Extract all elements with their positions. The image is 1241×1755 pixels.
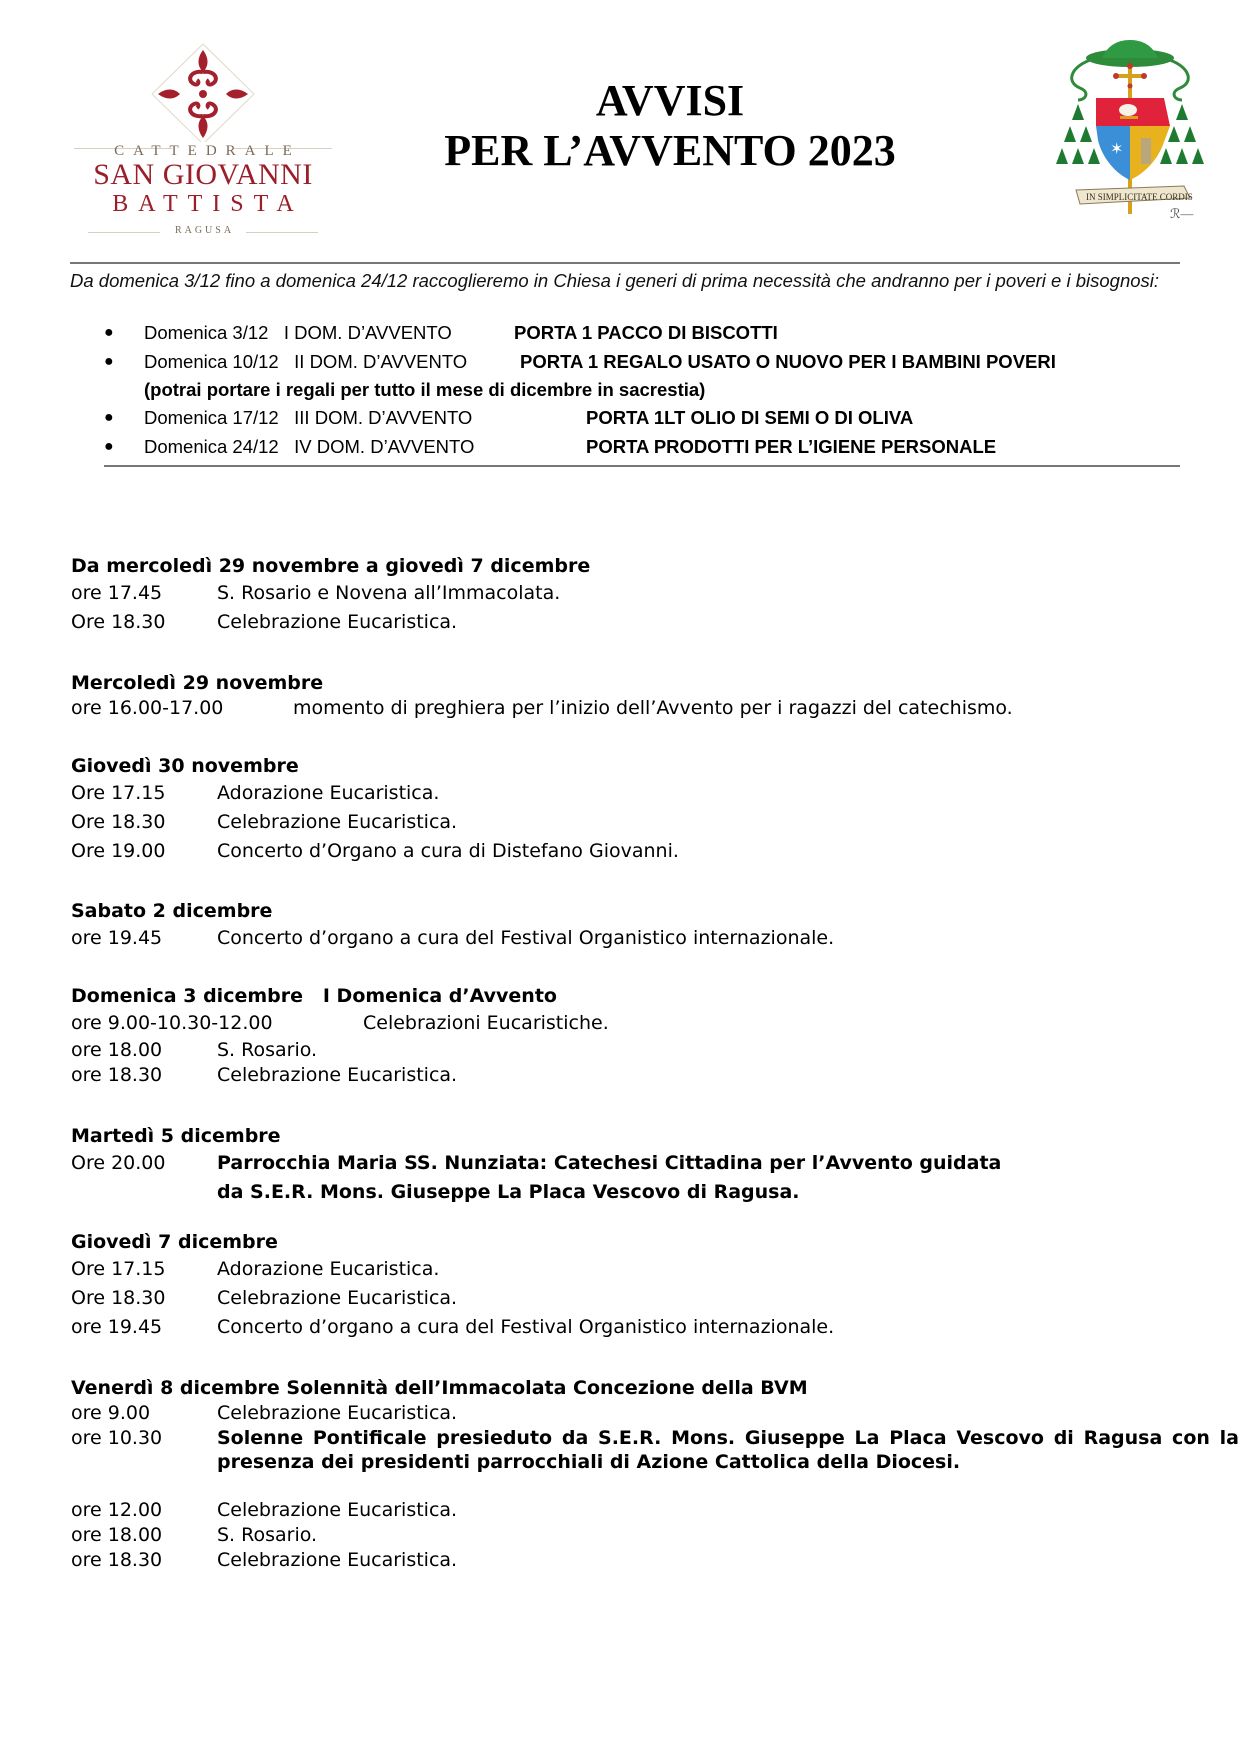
row-time: Ore 19.00 [71, 840, 166, 862]
section-subtitle: I Domenica d’Avvento [322, 985, 557, 1007]
row-desc: S. Rosario. [217, 1039, 318, 1061]
section-title: Giovedì 30 novembre [71, 755, 299, 777]
schedule-row [71, 808, 1171, 837]
row-desc: Solenne Pontificale presieduto da S.E.R. Mons. Giuseppe La Placa Vescovo di Ragusa con la presenza dei presidenti parrocchiali di Azione Cattolica della Diocesi. [217, 1427, 1239, 1473]
section-title: Da mercoledì 29 novembre a giovedì 7 dicembre [71, 555, 591, 577]
row-desc: Celebrazione Eucaristica. [217, 811, 458, 833]
logo-battista: BATTISTA [112, 191, 304, 217]
row-time: ore 18.30 [71, 1064, 163, 1086]
schedule-row [71, 1063, 1171, 1088]
fleur-cross-icon [88, 42, 318, 142]
logo-san-giovanni: SAN GIOVANNI [93, 158, 313, 191]
row-desc: S. Rosario. [217, 1524, 318, 1546]
bullet-icon: ● [104, 409, 114, 426]
section-title [71, 983, 1171, 1009]
collection-item [104, 347, 1184, 376]
row-desc: Adorazione Eucaristica. [217, 782, 440, 804]
row-desc: Celebrazioni Eucaristiche. [363, 1012, 609, 1034]
row-desc: Celebrazione Eucaristica. [217, 611, 458, 633]
row-time: ore 18.30 [71, 1549, 163, 1571]
row-desc: Celebrazione Eucaristica. [217, 1402, 458, 1424]
row-time: ore 9.00-10.30-12.00 [71, 1012, 273, 1034]
schedule-section [71, 1375, 1239, 1573]
row-desc: Concerto d’organo a cura del Festival Organistico internazionale. [217, 1316, 835, 1338]
row-time: ore 17.45 [71, 582, 163, 604]
schedule-row [71, 608, 1171, 637]
section-title: Martedì 5 dicembre [71, 1125, 281, 1147]
row-desc: Concerto d’organo a cura del Festival Organistico internazionale. [217, 927, 835, 949]
row-time: ore 18.00 [71, 1039, 163, 1061]
schedule-section [71, 898, 1171, 953]
collection-item [104, 403, 1184, 432]
row-time: ore 12.00 [71, 1499, 163, 1521]
collection-item-request: PORTA 1 PACCO DI BISCOTTI [514, 322, 778, 343]
bullet-icon: ● [104, 353, 114, 370]
box-top-rule [70, 262, 1180, 264]
row-time: Ore 20.00 [71, 1152, 166, 1174]
page-title [380, 76, 960, 176]
schedule-row [71, 1255, 1171, 1284]
row-time: ore 10.30 [71, 1427, 163, 1449]
row-desc: Celebrazione Eucaristica. [217, 1287, 458, 1309]
bullet-icon: ● [104, 324, 114, 341]
row-time: Ore 17.15 [71, 782, 166, 804]
collection-item-date: Domenica 24/12 IV DOM. D’AVVENTO [144, 436, 475, 457]
schedule-row [71, 1284, 1171, 1313]
section-title: Sabato 2 dicembre [71, 900, 273, 922]
schedule-row [71, 1149, 1171, 1178]
collection-item-date: Domenica 3/12 I DOM. D’AVVENTO [144, 322, 452, 343]
schedule-row [71, 579, 1171, 608]
row-time: ore 16.00-17.00 [71, 697, 224, 719]
schedule-section [71, 553, 1171, 637]
row-desc: momento di preghiera per l’inizio dell’Avvento per i ragazzi del catechismo. [293, 697, 1013, 719]
schedule-section [71, 670, 1171, 721]
schedule-section [71, 753, 1171, 866]
row-time: Ore 18.30 [71, 611, 166, 633]
section-title: Giovedì 7 dicembre [71, 1231, 278, 1253]
row-desc: Celebrazione Eucaristica. [217, 1549, 458, 1571]
row-desc-continued: da S.E.R. Mons. Giuseppe La Placa Vescovo di Ragusa. [217, 1181, 800, 1203]
section-title-date: Domenica 3 dicembre [71, 985, 303, 1007]
schedule-row [71, 1401, 1171, 1426]
schedule-row [71, 1523, 1171, 1548]
cathedral-logo [88, 42, 318, 236]
row-time: Ore 18.30 [71, 811, 166, 833]
collection-item-note: (potrai portare i regali per tutto il mese di dicembre in sacrestia) [144, 379, 706, 400]
coat-of-arms-icon [1040, 30, 1220, 230]
schedule-row [71, 696, 1171, 721]
bishop-coat-of-arms [1040, 30, 1220, 230]
schedule-section [71, 1229, 1171, 1342]
schedule-row [71, 837, 1171, 866]
box-bottom-rule [104, 465, 1180, 467]
collection-item [104, 432, 1184, 461]
row-time: ore 19.45 [71, 927, 163, 949]
schedule-section [71, 1123, 1171, 1207]
row-desc: Parrocchia Maria SS. Nunziata: Catechesi Cittadina per l’Avvento guidata [217, 1152, 1002, 1174]
row-desc: Celebrazione Eucaristica. [217, 1064, 458, 1086]
schedule-section [71, 983, 1171, 1088]
section-title: Mercoledì 29 novembre [71, 672, 324, 694]
logo-cattedrale: CATTEDRALE [114, 143, 301, 159]
row-desc: S. Rosario e Novena all’Immacolata. [217, 582, 561, 604]
row-time: Ore 17.15 [71, 1258, 166, 1280]
row-time: ore 18.00 [71, 1524, 163, 1546]
row-time: ore 19.45 [71, 1316, 163, 1338]
signature-mark: ℛ— [1170, 206, 1194, 221]
schedule-row [71, 1038, 1171, 1063]
collection-item-request: PORTA PRODOTTI PER L’IGIENE PERSONALE [586, 436, 997, 457]
schedule-row [71, 779, 1171, 808]
schedule-row [71, 1313, 1171, 1342]
row-time: ore 9.00 [71, 1402, 151, 1424]
svg-text:✶: ✶ [1110, 139, 1124, 158]
collection-item-request: PORTA 1LT OLIO DI SEMI O DI OLIVA [586, 407, 914, 428]
schedule-row [71, 1009, 1171, 1038]
schedule-row [71, 924, 1171, 953]
title-line-1: AVVISI [595, 76, 745, 125]
section-title: Venerdì 8 dicembre Solennità dell’Immacolata Concezione della BVM [71, 1377, 808, 1399]
collection-intro: Da domenica 3/12 fino a domenica 24/12 raccoglieremo in Chiesa i generi di prima necessità che andranno per i poveri e i bisognosi: [70, 270, 1160, 291]
coat-of-arms-motto: IN SIMPLICITATE CORDIS [1086, 192, 1193, 202]
schedule-row [71, 1426, 1239, 1498]
row-desc: Celebrazione Eucaristica. [217, 1499, 458, 1521]
collection-item-date: Domenica 10/12 II DOM. D’AVVENTO [144, 351, 468, 372]
collection-item [104, 318, 1184, 347]
row-desc: Concerto d’Organo a cura di Distefano Giovanni. [217, 840, 679, 862]
collection-item-date: Domenica 17/12 III DOM. D’AVVENTO [144, 407, 473, 428]
collection-item-request: PORTA 1 REGALO USATO O NUOVO PER I BAMBINI POVERI [520, 351, 1056, 372]
bullet-icon: ● [104, 438, 114, 455]
logo-ragusa: RAGUSA [174, 225, 235, 236]
row-desc: Adorazione Eucaristica. [217, 1258, 440, 1280]
collection-list [104, 318, 1184, 461]
row-time: Ore 18.30 [71, 1287, 166, 1309]
title-line-2: PER L’AVVENTO 2023 [444, 126, 896, 175]
schedule-row [71, 1548, 1171, 1573]
schedule-row [71, 1498, 1171, 1523]
